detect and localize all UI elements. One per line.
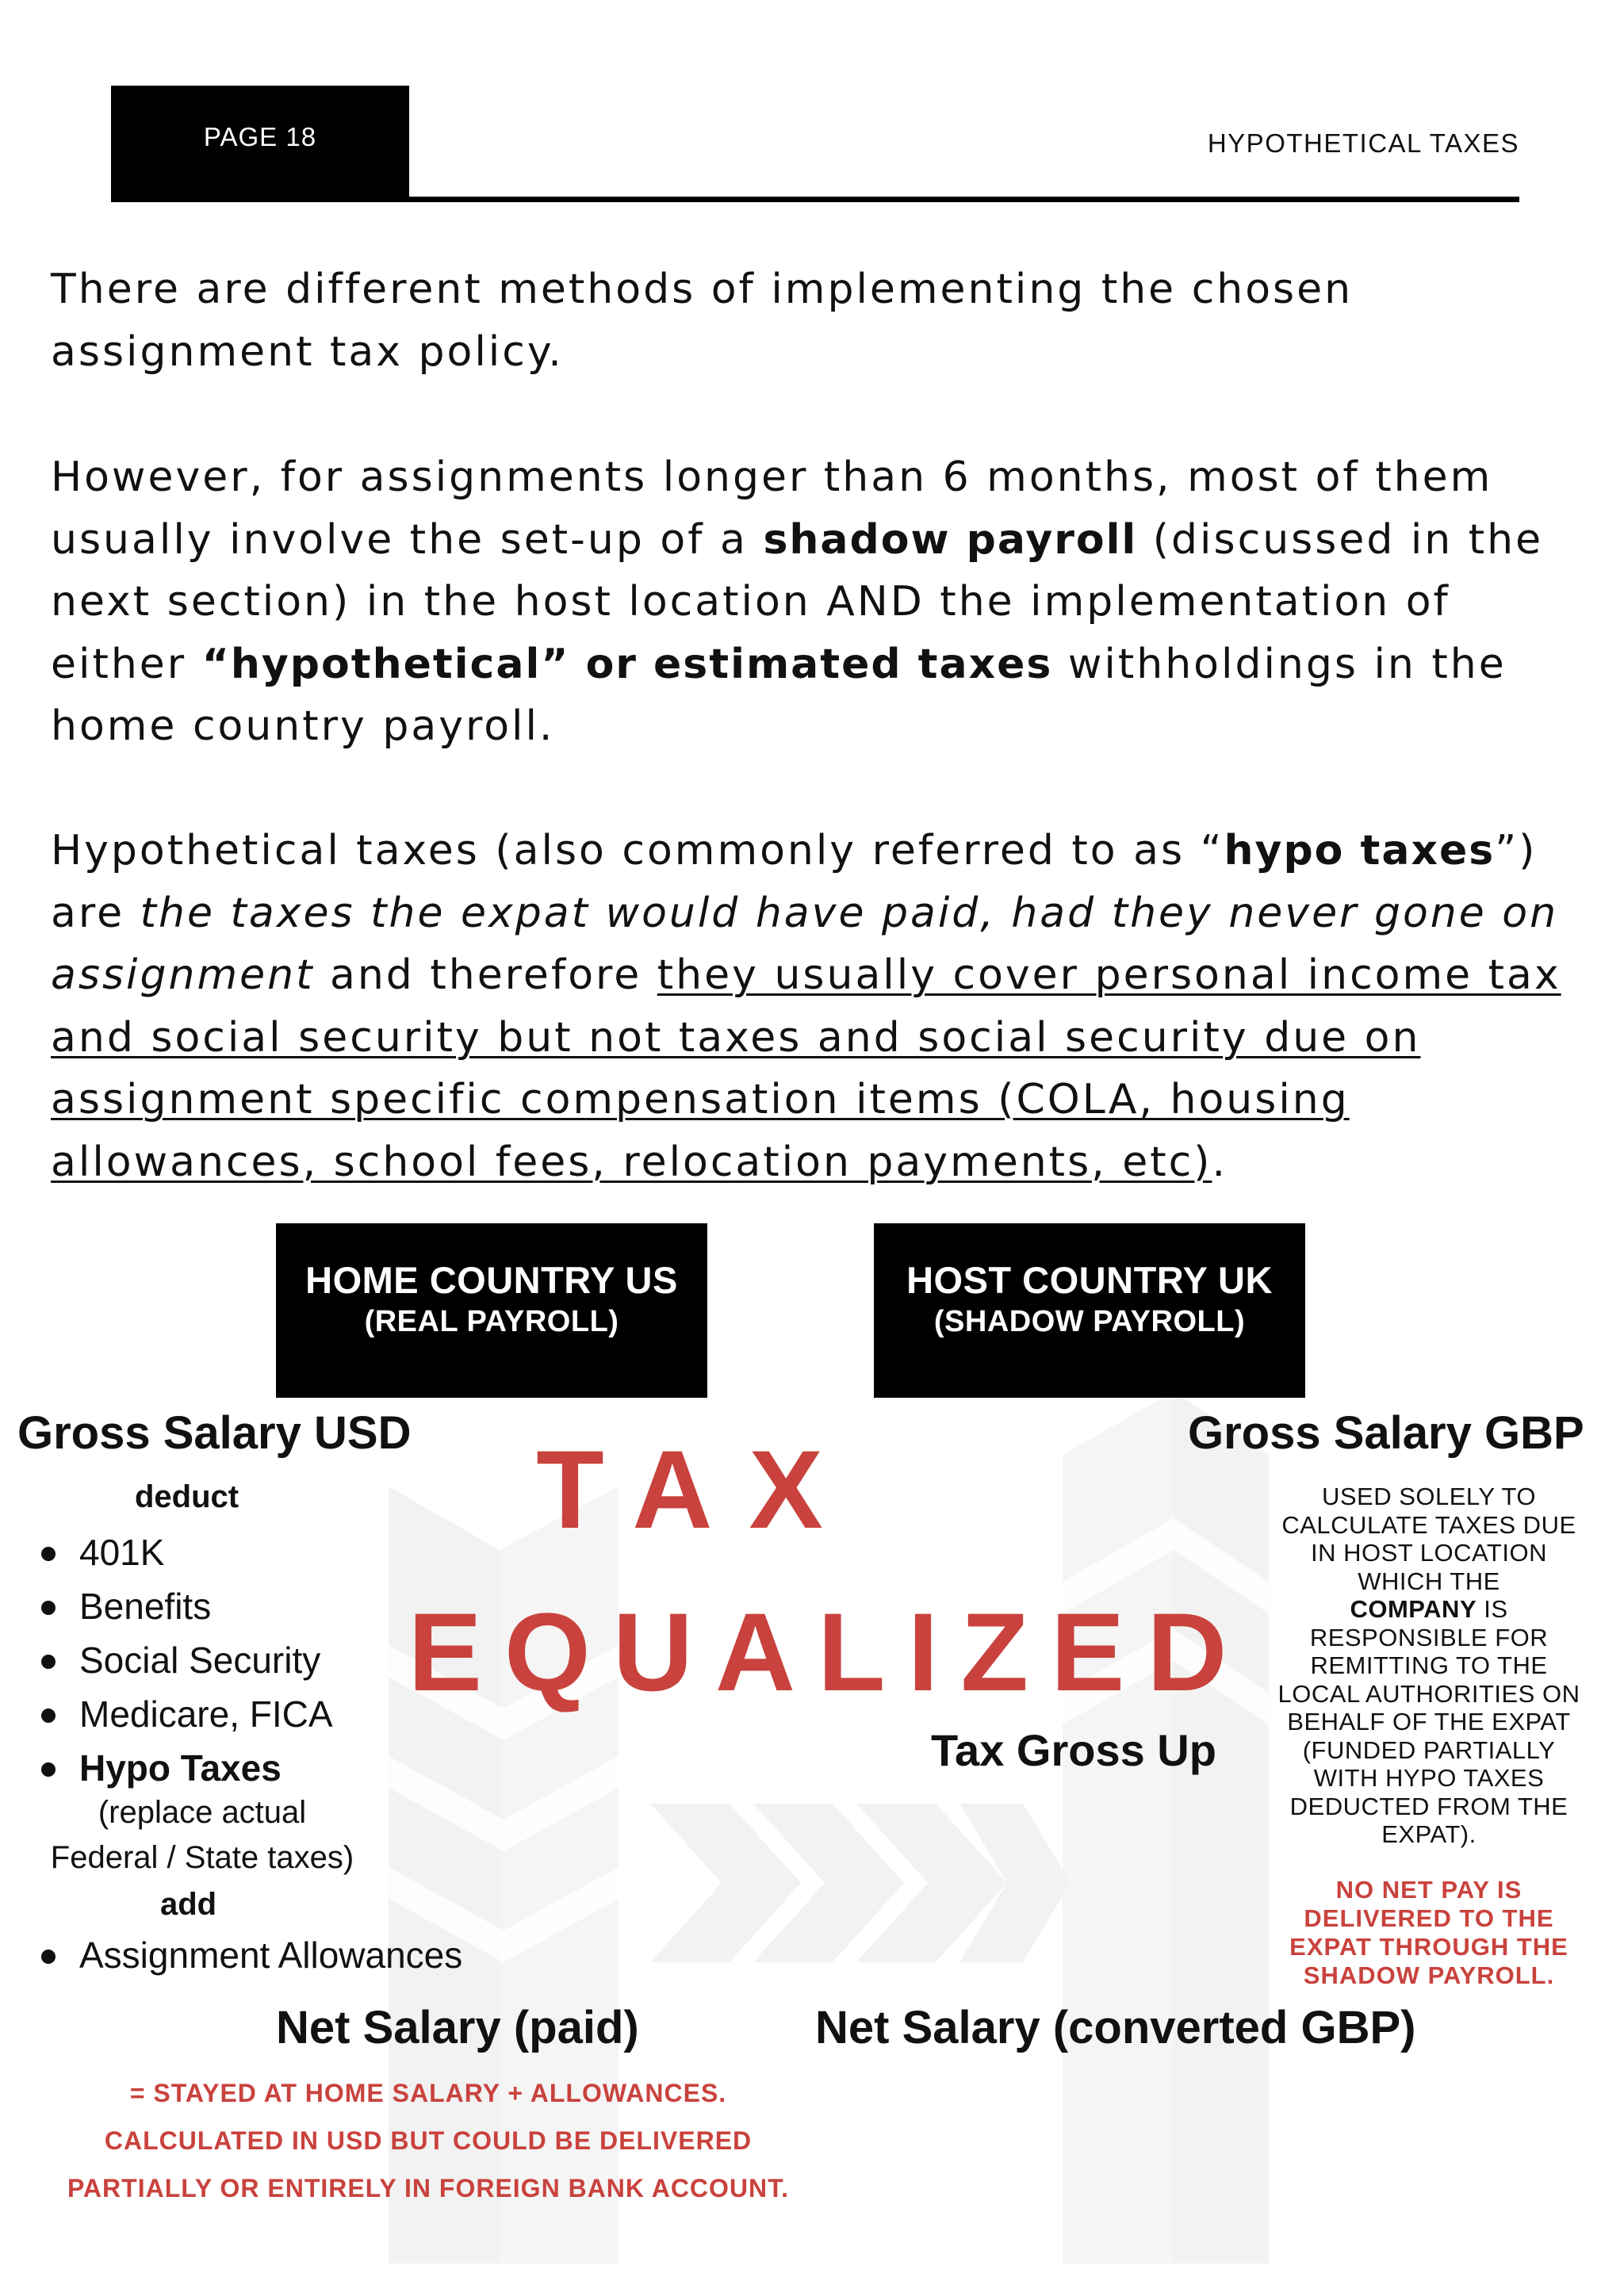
intro-p3-text-a: Hypothetical taxes (also commonly referred to as “ bbox=[51, 827, 1224, 874]
intro-p3-italic: the taxes the expat would have paid, had they never gone on assignment bbox=[51, 889, 1559, 999]
host-note-line: DEDUCTED FROM THE bbox=[1289, 1792, 1568, 1820]
intro-p3-text-e: and therefore bbox=[314, 951, 657, 999]
no-net-pay-note bbox=[1262, 1876, 1595, 1990]
intro-p2-text-c: (discussed in the next section) in the host location AND the implementation of either bbox=[51, 515, 1544, 688]
host-note-line: REMITTING TO THE bbox=[1310, 1651, 1548, 1679]
section-title: HYPOTHETICAL TAXES bbox=[1207, 128, 1519, 158]
addition-item: Assignment Allowances bbox=[38, 1928, 462, 1982]
host-country-title: HOST COUNTRY UK bbox=[906, 1259, 1273, 1301]
home-country-title: HOME COUNTRY US bbox=[305, 1259, 678, 1301]
intro-paragraph-1 bbox=[51, 258, 1573, 383]
deduct-label: deduct bbox=[135, 1479, 239, 1514]
red-note-line: NO NET PAY IS bbox=[1335, 1876, 1522, 1904]
net-note-line: CALCULATED IN USD BUT COULD BE DELIVERED bbox=[104, 2126, 753, 2155]
hypothetical-taxes-term: “hypothetical” or estimated taxes bbox=[201, 640, 1053, 688]
tax-label: TAX bbox=[536, 1427, 860, 1552]
additions-list bbox=[38, 1928, 462, 1982]
red-note-line: EXPAT THROUGH THE bbox=[1289, 1933, 1568, 1961]
home-country-box bbox=[276, 1223, 707, 1398]
host-note-line: BEHALF OF THE EXPAT bbox=[1287, 1708, 1571, 1735]
host-salary-note bbox=[1262, 1483, 1595, 1849]
host-note-line: CALCULATE TAXES DUE bbox=[1281, 1510, 1576, 1539]
host-note-line: RESPONSIBLE FOR bbox=[1309, 1623, 1549, 1651]
header-rule bbox=[111, 197, 1519, 202]
intro-p3-text-c: ”) are bbox=[51, 827, 1538, 937]
host-net-salary-heading: Net Salary (converted GBP) bbox=[815, 2002, 1416, 2053]
deduction-item: 401K bbox=[38, 1525, 333, 1579]
intro-paragraph-3 bbox=[51, 820, 1573, 1193]
host-note-line: USED SOLELY TO bbox=[1321, 1483, 1537, 1510]
host-note-line: WITH HYPO TAXES bbox=[1313, 1764, 1545, 1792]
red-note-line: DELIVERED TO THE bbox=[1304, 1904, 1554, 1932]
host-country-subtitle: (SHADOW PAYROLL) bbox=[933, 1305, 1246, 1338]
hypo-taxes-note bbox=[32, 1790, 373, 1881]
host-note-line: EXPAT). bbox=[1381, 1820, 1477, 1848]
home-net-salary-heading: Net Salary (paid) bbox=[276, 2002, 639, 2053]
net-salary-note bbox=[32, 2069, 825, 2212]
intro-p2-text-a: However, for assignments longer than 6 months, most of them usually involve the set-up of a bbox=[51, 453, 1493, 564]
home-country-subtitle: (REAL PAYROLL) bbox=[364, 1305, 619, 1338]
tax-gross-up-label: Tax Gross Up bbox=[931, 1725, 1216, 1775]
host-note-line: LOCAL AUTHORITIES ON bbox=[1277, 1679, 1580, 1708]
intro-p1-text: There are different methods of implementing the chosen assignment tax policy. bbox=[51, 266, 1354, 376]
hypo-taxes-item: Hypo Taxes bbox=[38, 1741, 333, 1795]
deductions-list bbox=[38, 1525, 333, 1795]
host-note-line: IN HOST LOCATION bbox=[1311, 1539, 1547, 1567]
intro-p3-underlined: they usually cover personal income tax and social security but not taxes and social security due on assignment specific compensation items (COLA, housing allowances, school fees, relocation payments, etc) bbox=[51, 951, 1561, 1186]
host-note-line: (FUNDED PARTIALLY bbox=[1302, 1735, 1556, 1764]
host-note-company-line bbox=[1262, 1595, 1595, 1624]
red-note-line: SHADOW PAYROLL. bbox=[1303, 1961, 1555, 1989]
deduction-item: Medicare, FICA bbox=[38, 1687, 333, 1741]
hypo-note-line-1: (replace actual bbox=[98, 1795, 307, 1830]
intro-paragraph-2 bbox=[51, 446, 1573, 758]
hypo-note-line-2: Federal / State taxes) bbox=[50, 1840, 354, 1875]
host-country-box bbox=[874, 1223, 1305, 1398]
deduction-item: Social Security bbox=[38, 1633, 333, 1687]
host-note-line: WHICH THE bbox=[1358, 1567, 1500, 1595]
add-label: add bbox=[160, 1887, 217, 1922]
host-gross-salary-heading: Gross Salary GBP bbox=[1188, 1407, 1584, 1459]
equalized-label: EQUALIZED bbox=[408, 1590, 1250, 1714]
intro-p2-text-e: withholdings in the home country payroll. bbox=[51, 640, 1507, 750]
page-number-label: PAGE 18 bbox=[203, 122, 317, 151]
hypo-taxes-term: hypo taxes bbox=[1224, 827, 1496, 874]
company-term: COMPANY bbox=[1350, 1595, 1477, 1623]
shadow-payroll-term: shadow payroll bbox=[763, 515, 1138, 564]
intro-p3-period: . bbox=[1212, 1138, 1228, 1186]
net-note-line: PARTIALLY OR ENTIRELY IN FOREIGN BANK ACCOUNT. bbox=[67, 2174, 790, 2202]
home-gross-salary-heading: Gross Salary USD bbox=[17, 1407, 412, 1459]
company-suffix: IS bbox=[1477, 1595, 1508, 1623]
page-number-tab bbox=[111, 86, 409, 200]
net-note-line: = STAYED AT HOME SALARY + ALLOWANCES. bbox=[129, 2079, 727, 2107]
deduction-item: Benefits bbox=[38, 1579, 333, 1633]
